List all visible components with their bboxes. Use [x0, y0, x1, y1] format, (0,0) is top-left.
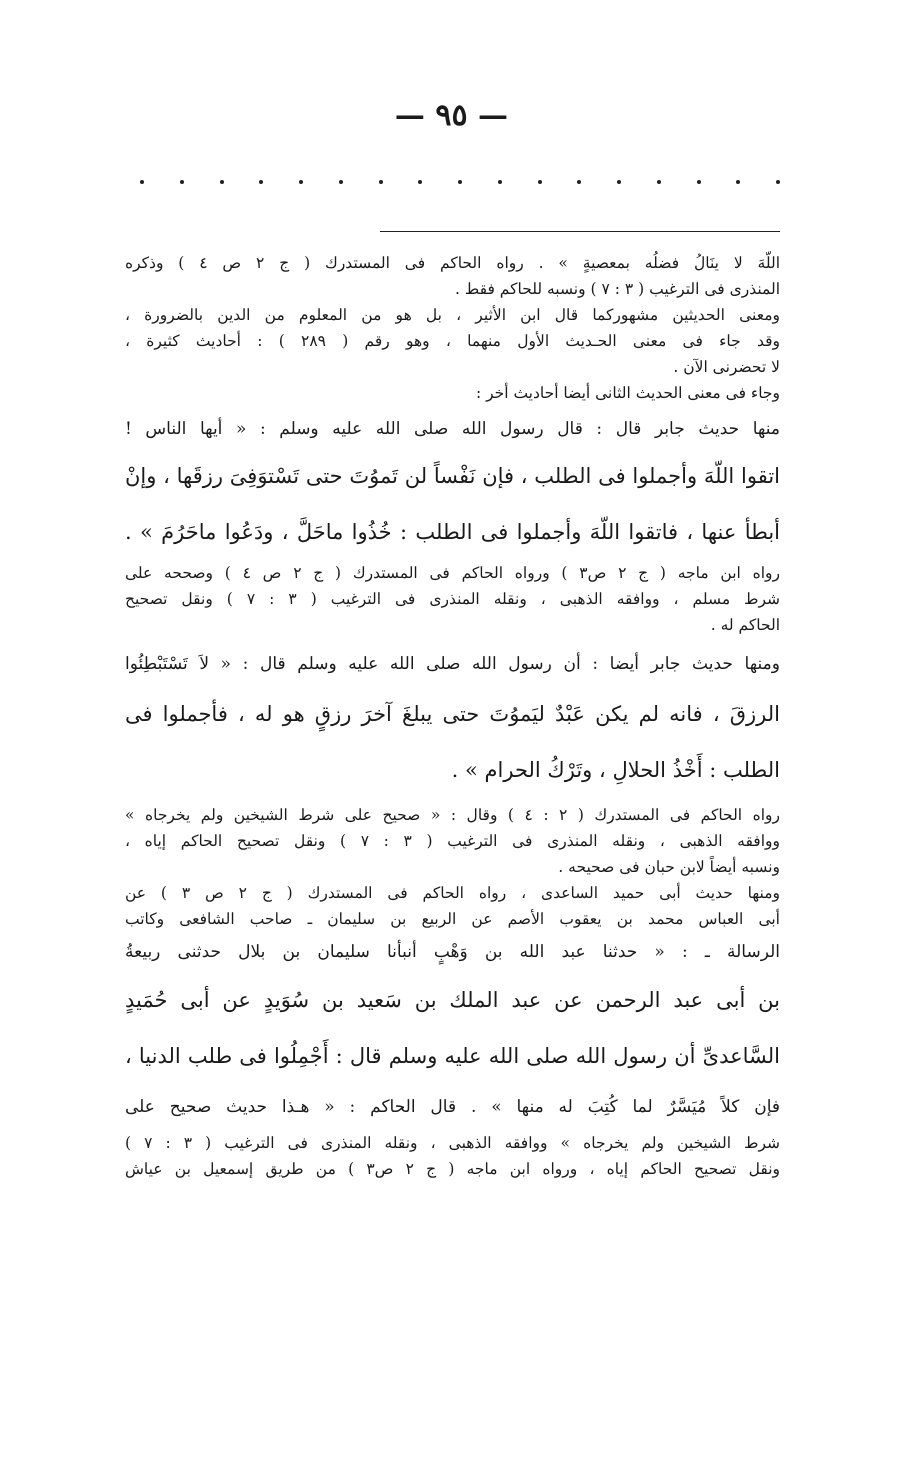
dot: [617, 180, 621, 184]
paragraph: [125, 932, 780, 972]
text-line: منها حديث جابر قال : قال رسول الله صلى الله عليه وسلم : « أيها الناس !: [125, 419, 780, 439]
text-line: أبى العباس محمد بن يعقوب الأصم عن الربيع بن سليمان ـ صاحب الشافعى وكاتب: [125, 910, 780, 928]
dot: [458, 180, 462, 184]
text-line: رواه ابن ماجه ( ج ٢ ص٣ ) ورواه الحاكم فى المستدرك ( ج ٢ ص ٤ ) وصححه على: [125, 564, 780, 582]
dot: [180, 180, 184, 184]
hadith-text: [125, 686, 780, 798]
text-line: المنذرى فى الترغيب ( ٣ : ٧ ) ونسبه للحاكم فقط .: [455, 280, 780, 298]
text-line: ومعنى الحديثين مشهوركما قال ابن الأثير ، بل هو من المعلوم من الدين بالضرورة ،: [125, 306, 780, 324]
text-line: اللّهَ لا ينَالُ فضلُه بمعصيةٍ » . رواه الحاكم فى المستدرك ( ج ٢ ص ٤ ) وذكره: [125, 254, 780, 272]
text-line: ومنها حديث جابر أيضا : أن رسول الله صلى الله عليه وسلم قال : « لاَ تَسْتَبْطِئُوا: [125, 654, 780, 674]
dot: [538, 180, 542, 184]
text-line: الطلب : أَخْذُ الحلالِ ، وتَرْكُ الحرام » .: [451, 758, 780, 782]
paragraph: [125, 1084, 780, 1130]
text-line: الرزقَ ، فانه لم يكن عَبْدٌ ليَموُتَ حتى يبلغَ آخرَ رزقٍ هو له ، فأجملوا فى: [125, 702, 780, 726]
paragraph: [125, 642, 780, 686]
text-line: ونقل تصحيح الحاكم إياه ، ورواه ابن ماجه ( ج ٢ ص٣ ) من طريق إسمعيل بن عياش: [125, 1160, 780, 1178]
text-line: فإن كلاً مُيَسَّرٌ لما كُتِبَ له منها » . قال الحاكم : « هـذا حديث صحيح على: [125, 1097, 780, 1117]
text-line: الحاكم له .: [710, 616, 780, 634]
text-line: شرط الشيخين ولم يخرجاه » ووافقه الذهبى ، ونقله المنذرى فى الترغيب ( ٣ : ٧ ): [125, 1134, 780, 1152]
paragraph: [125, 250, 780, 406]
page-body: [125, 250, 780, 1182]
dot: [776, 180, 780, 184]
text-line: بن أبى عبد الرحمن عن عبد الملك بن سَعيد بن سُوَيدٍ عن أبى حُمَيدٍ: [125, 988, 780, 1012]
paragraph: [125, 410, 780, 448]
dot: [299, 180, 303, 184]
text-line: الرسالة ـ : « حدثنا عبد الله بن وَهْبٍ أنبأنا سليمان بن بلال حدثنى ربيعةُ: [125, 942, 780, 962]
hadith-text: [125, 972, 780, 1084]
dot: [339, 180, 343, 184]
dot: [379, 180, 383, 184]
dot: [259, 180, 263, 184]
dot: [577, 180, 581, 184]
text-line: لا تحضرنى الآن .: [673, 358, 780, 376]
paragraph: [125, 802, 780, 932]
text-line: أبطأ عنها ، فاتقوا اللّهَ وأجملوا فى الطلب : خُذُوا ماحَلَّ ، ودَعُوا ماحَرُمَ » .: [125, 520, 780, 544]
dot: [140, 180, 144, 184]
dot: [697, 180, 701, 184]
text-line: رواه الحاكم فى المستدرك ( ٢ : ٤ ) وقال : « صحيح على شرط الشيخين ولم يخرجاه »: [125, 806, 780, 824]
paragraph: [125, 560, 780, 638]
text-line: وقد جاء فى معنى الحـديث الأول منهما ، وهو رقم ( ٢٨٩ ) : أحاديث كثيرة ،: [125, 332, 780, 350]
separator-dots: [140, 180, 780, 184]
top-rule: [380, 231, 780, 232]
paragraph: [125, 1130, 780, 1182]
dot: [736, 180, 740, 184]
text-line: شرط مسلم ، ووافقه الذهبى ، ونقله المنذرى فى الترغيب ( ٣ : ٧ ) ونقل تصحيح: [125, 590, 780, 608]
dot: [657, 180, 661, 184]
hadith-text: [125, 448, 780, 560]
text-line: ونسبه أيضاً لابن حبان فى صحيحه .: [558, 858, 780, 876]
dot: [418, 180, 422, 184]
text-line: السَّاعدىِّ أن رسول الله صلى الله عليه وسلم قال : أَجْمِلُوا فى طلب الدنيا ،: [125, 1044, 780, 1068]
dot: [498, 180, 502, 184]
text-line: ومنها حديث أبى حميد الساعدى ، رواه الحاكم فى المستدرك ( ج ٢ ص ٣ ) عن: [125, 884, 780, 902]
page-number: — ٩٥ —: [394, 98, 509, 133]
text-line: اتقوا اللّهَ وأجملوا فى الطلب ، فإن نَفْساً لن تَموُتَ حتى تَسْتوَفِىَ رزقَها ، وإنْ: [125, 464, 780, 488]
text-line: وجاء فى معنى الحديث الثانى أيضا أحاديث أخر :: [475, 384, 780, 402]
dot: [220, 180, 224, 184]
text-line: ووافقه الذهبى ، ونقله المنذرى فى الترغيب ( ٣ : ٧ ) ونقل تصحيح الحاكم إياه ،: [125, 832, 780, 850]
